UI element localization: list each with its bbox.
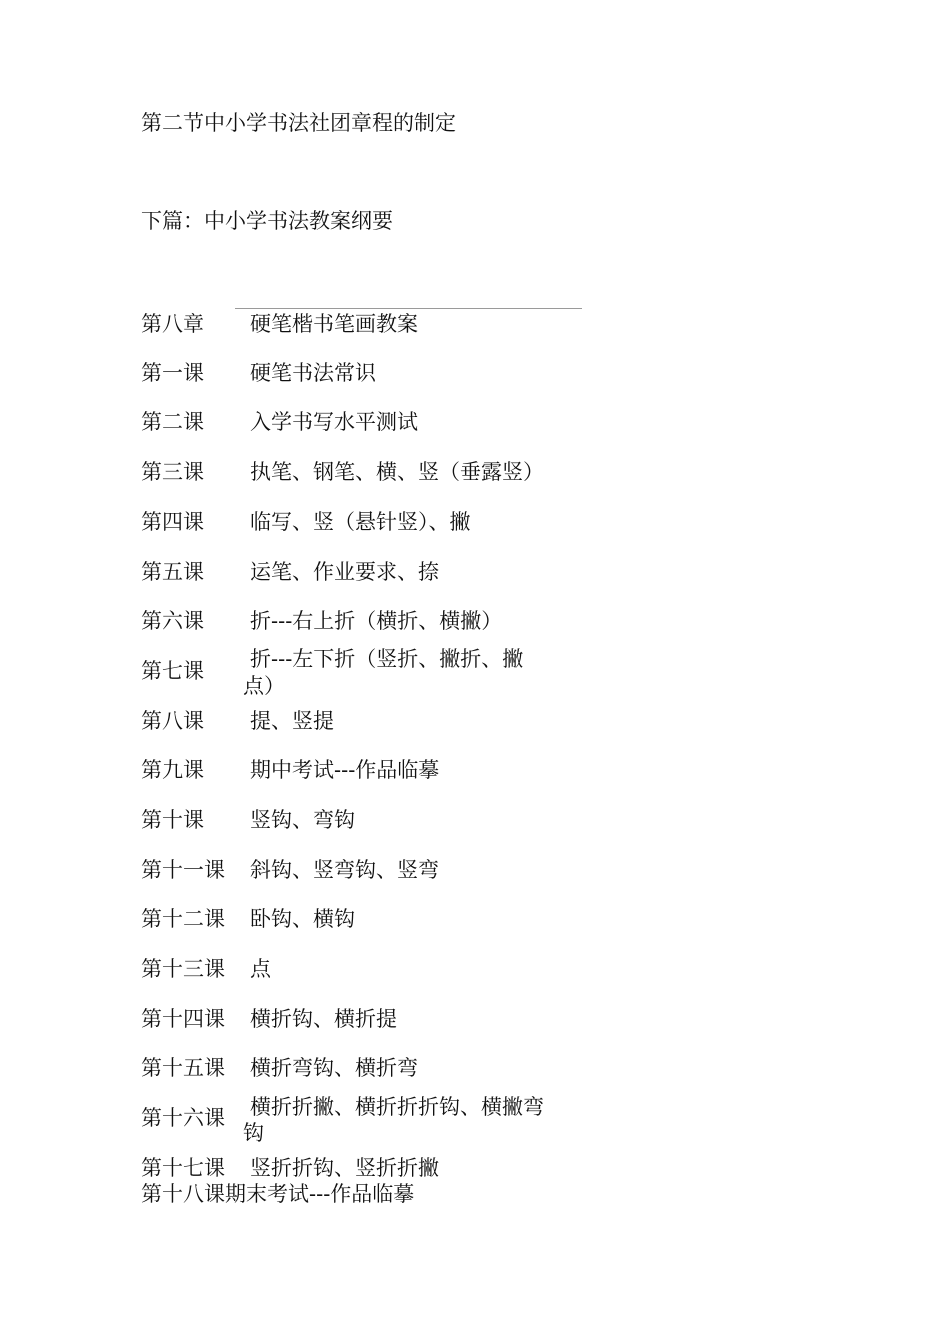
lesson-number: 第七课: [141, 659, 204, 683]
lesson-number: 第二课: [141, 410, 204, 434]
lesson-title: 竖钩、弯钩: [250, 808, 355, 832]
lesson-number: 第十六课: [141, 1106, 225, 1130]
lesson-title: 斜钩、竖弯钩、竖弯: [250, 858, 439, 882]
lesson-number: 第十四课: [141, 1007, 225, 1031]
lesson-title: 横折弯钩、横折弯: [250, 1056, 418, 1080]
lesson-number: 第一课: [141, 361, 204, 385]
section-heading: 第二节中小学书法社团章程的制定: [141, 111, 456, 135]
chapter-title: 硬笔楷书笔画教案: [250, 312, 418, 336]
lesson-title: 硬笔书法常识: [250, 361, 376, 385]
lesson-number: 第五课: [141, 560, 204, 584]
lesson-number: 第十七课: [141, 1156, 225, 1180]
lesson-title: 执笔、钢笔、横、竖（垂露竖）: [250, 460, 544, 484]
divider-line: [235, 308, 582, 309]
lesson-title-line1: 横折折撇、横折折折钩、横撇弯: [250, 1095, 544, 1119]
lesson-number: 第十一课: [141, 858, 225, 882]
lesson-title: 运笔、作业要求、捺: [250, 560, 439, 584]
lesson-title: 提、竖提: [250, 709, 334, 733]
lesson-number: 第十课: [141, 808, 204, 832]
lesson-number: 第十三课: [141, 957, 225, 981]
lesson-title: 卧钩、横钩: [250, 907, 355, 931]
lesson-line-combined: 第十八课期末考试---作品临摹: [141, 1182, 415, 1206]
lesson-number: 第三课: [141, 460, 204, 484]
lesson-title: 临写、竖（悬针竖）、撇: [250, 510, 471, 534]
lesson-number: 第十二课: [141, 907, 225, 931]
lesson-title: 点: [250, 957, 271, 981]
lesson-number: 第十五课: [141, 1056, 225, 1080]
chapter-number: 第八章: [141, 312, 204, 336]
lesson-number: 第六课: [141, 609, 204, 633]
lesson-title: 折---右上折（横折、横撇）: [250, 609, 503, 633]
lesson-number: 第四课: [141, 510, 204, 534]
lesson-title-line2: 点）: [243, 674, 285, 698]
lesson-number: 第九课: [141, 758, 204, 782]
lesson-title: 横折钩、横折提: [250, 1007, 397, 1031]
part-heading: 下篇：中小学书法教案纲要: [141, 209, 393, 233]
lesson-number: 第八课: [141, 709, 204, 733]
lesson-title: 期中考试---作品临摹: [250, 758, 440, 782]
lesson-title-line2: 钩: [243, 1121, 264, 1145]
lesson-title: 竖折折钩、竖折折撇: [250, 1156, 439, 1180]
lesson-title: 入学书写水平测试: [250, 410, 418, 434]
lesson-title-line1: 折---左下折（竖折、撇折、撇: [250, 647, 524, 671]
